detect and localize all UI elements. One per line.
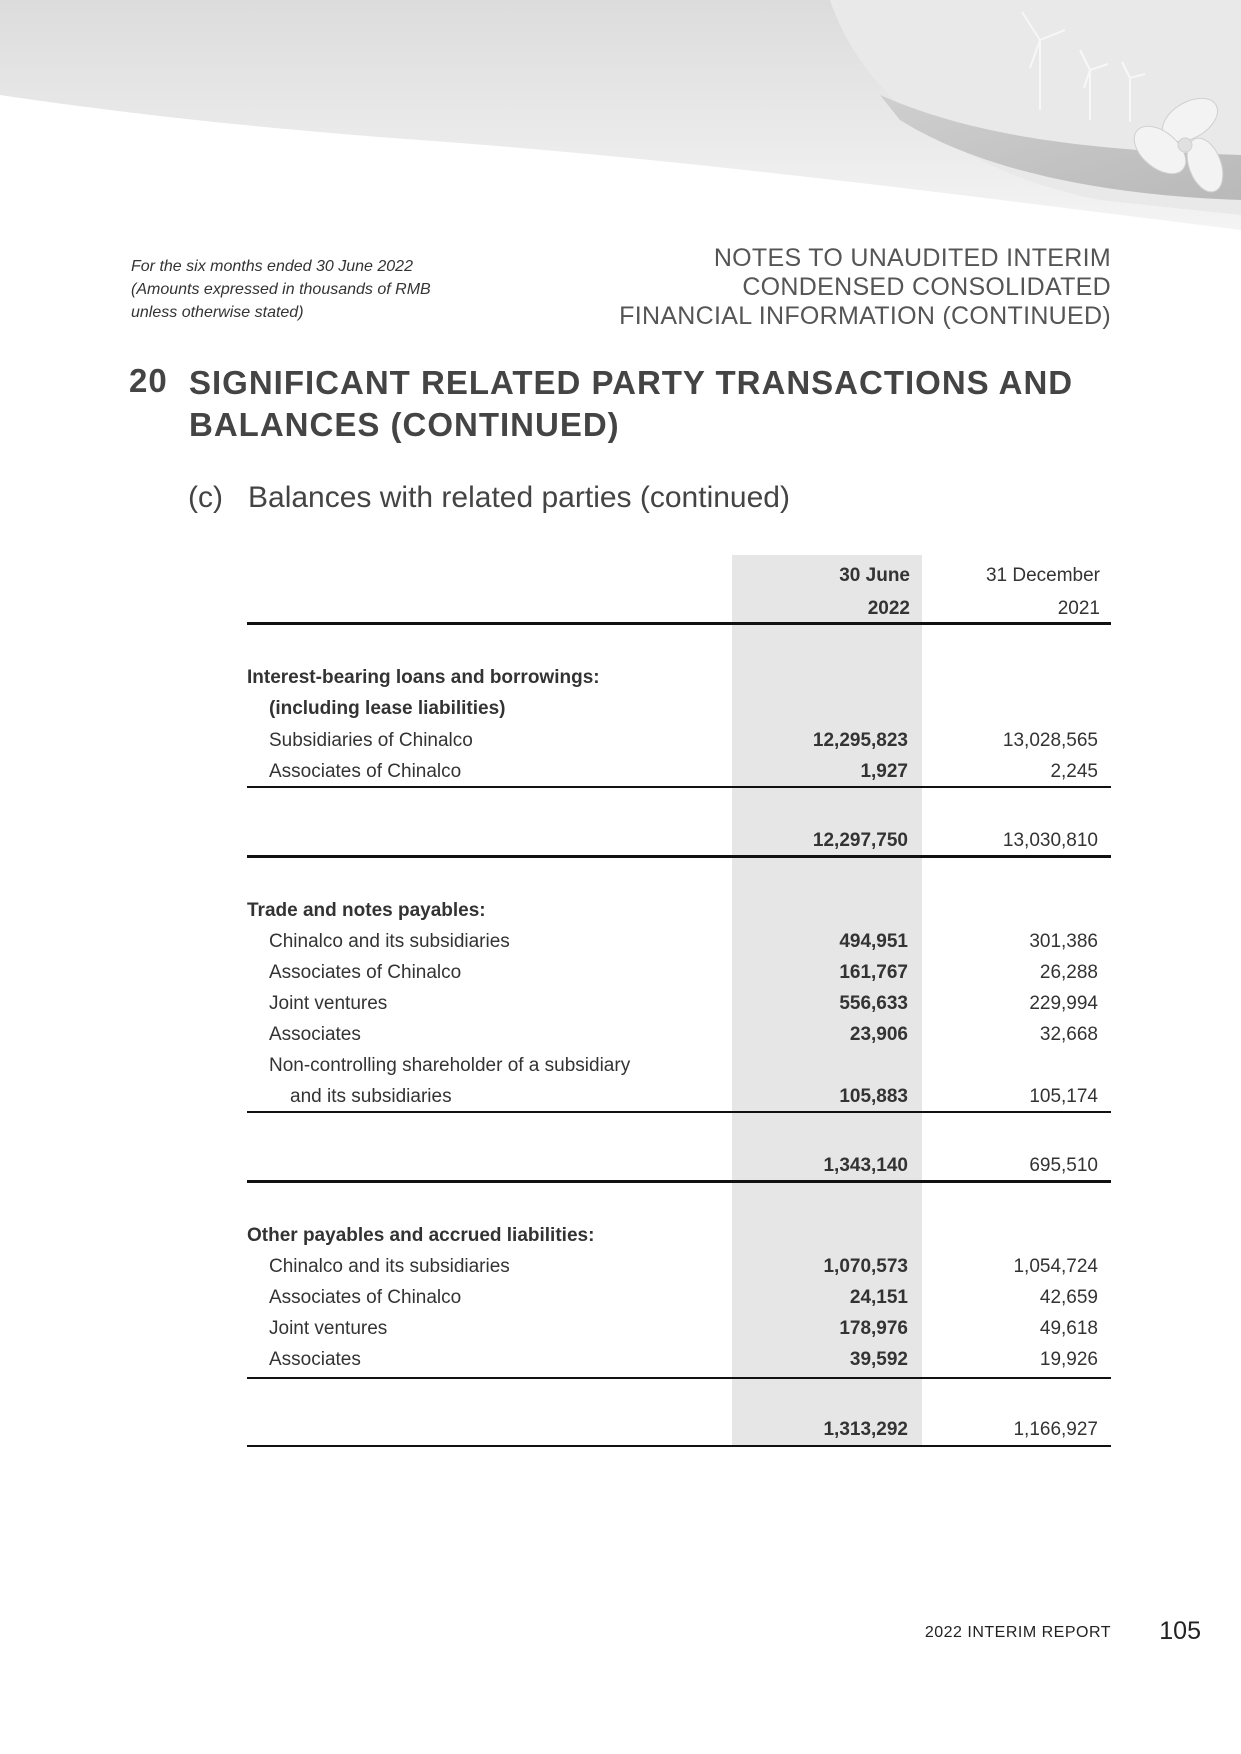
value-2022: 105,883 [839, 1086, 908, 1107]
group-heading: Trade and notes payables: [247, 900, 486, 921]
table-row [247, 988, 1111, 1019]
group-heading: Other payables and accrued liabilities: [247, 1225, 595, 1246]
report-name: 2022 INTERIM REPORT [924, 1624, 1111, 1641]
table-row [247, 1019, 1111, 1050]
group-heading: Interest-bearing loans and borrowings: [247, 667, 600, 688]
value-2021: 49,618 [1039, 1318, 1098, 1339]
table-row [247, 895, 1111, 926]
value-2022: 556,633 [839, 993, 908, 1014]
value-2022: 1,927 [860, 761, 908, 782]
subtotal-rule [247, 1111, 1111, 1113]
total-row [247, 1150, 1111, 1181]
total-2021: 695,510 [1029, 1155, 1098, 1176]
table-row [247, 756, 1111, 787]
value-2021: 301,386 [1029, 931, 1098, 952]
section-number: 20 [129, 362, 168, 399]
header-rule [247, 622, 1111, 625]
notes-title-line: NOTES TO UNAUDITED INTERIM [713, 244, 1111, 272]
table-row [247, 1282, 1111, 1313]
value-2022: 12,295,823 [812, 730, 908, 751]
period-line: For the six months ended 30 June 2022 [131, 258, 413, 275]
table-row [247, 1313, 1111, 1344]
total-rule [247, 855, 1111, 858]
row-label: Joint ventures [269, 993, 388, 1014]
total-row [247, 825, 1111, 856]
row-label: Associates of Chinalco [269, 761, 462, 782]
table-row [247, 1050, 1111, 1081]
period-line: unless otherwise stated) [131, 304, 304, 321]
page-number: 105 [1159, 1617, 1201, 1645]
table-row [247, 725, 1111, 756]
value-2021: 26,288 [1039, 962, 1098, 983]
notes-title [511, 244, 1111, 331]
row-label: Subsidiaries of Chinalco [269, 730, 473, 751]
subsection-title: Balances with related parties (continued) [248, 481, 790, 514]
value-2021: 1,054,724 [1013, 1256, 1098, 1277]
table-row [247, 1081, 1111, 1112]
total-2021: 1,166,927 [1013, 1419, 1098, 1440]
value-2022: 23,906 [849, 1024, 908, 1045]
column-header-2021-line2: 2021 [1057, 598, 1100, 619]
column-header-2022-line1: 30 June [839, 565, 910, 586]
column-header-2022-line2: 2022 [867, 598, 910, 619]
value-2021: 13,028,565 [1002, 730, 1098, 751]
period-line: (Amounts expressed in thousands of RMB [131, 281, 431, 298]
column-header-2021-line1: 31 December [985, 565, 1100, 586]
total-2021: 13,030,810 [1002, 830, 1098, 851]
value-2021: 32,668 [1039, 1024, 1098, 1045]
table-row [247, 693, 1111, 724]
row-label: Non-controlling shareholder of a subsidiary [269, 1055, 631, 1076]
total-rule [247, 1180, 1111, 1183]
group-subheading: (including lease liabilities) [269, 698, 506, 719]
value-2022: 161,767 [839, 962, 908, 983]
notes-title-line: CONDENSED CONSOLIDATED [742, 273, 1111, 301]
value-2021: 105,174 [1029, 1086, 1098, 1107]
value-2022: 24,151 [849, 1287, 908, 1308]
table-row [247, 1251, 1111, 1282]
value-2022: 39,592 [849, 1349, 908, 1370]
section-title: SIGNIFICANT RELATED PARTY TRANSACTIONS AND BALANCES (CONTINUED) [189, 364, 1074, 443]
total-rule [247, 1445, 1111, 1447]
value-2021: 2,245 [1050, 761, 1098, 782]
total-row [247, 1414, 1111, 1445]
total-2022: 12,297,750 [812, 830, 908, 851]
row-label: Associates of Chinalco [269, 962, 462, 983]
row-label: Chinalco and its subsidiaries [269, 931, 510, 952]
subtotal-rule [247, 1377, 1111, 1379]
total-2022: 1,313,292 [823, 1419, 908, 1440]
row-label: Associates [269, 1349, 361, 1370]
value-2021: 42,659 [1039, 1287, 1098, 1308]
table-row [247, 1344, 1111, 1375]
subtotal-rule [247, 786, 1111, 788]
row-label: Joint ventures [269, 1318, 388, 1339]
table-row [247, 926, 1111, 957]
value-2022: 494,951 [839, 931, 908, 952]
header-banner-image [0, 0, 1241, 230]
value-2021: 229,994 [1029, 993, 1098, 1014]
row-label-continued: and its subsidiaries [290, 1086, 452, 1107]
value-2022: 178,976 [839, 1318, 908, 1339]
table-row [247, 957, 1111, 988]
value-2021: 19,926 [1039, 1349, 1098, 1370]
table-row [247, 662, 1111, 693]
reporting-period-note [131, 255, 511, 324]
table-row [247, 1220, 1111, 1251]
row-label: Associates [269, 1024, 361, 1045]
notes-title-line: FINANCIAL INFORMATION (CONTINUED) [619, 302, 1111, 330]
row-label: Associates of Chinalco [269, 1287, 462, 1308]
subsection-letter: (c) [188, 481, 223, 514]
total-2022: 1,343,140 [823, 1155, 908, 1176]
value-2022: 1,070,573 [823, 1256, 908, 1277]
row-label: Chinalco and its subsidiaries [269, 1256, 510, 1277]
